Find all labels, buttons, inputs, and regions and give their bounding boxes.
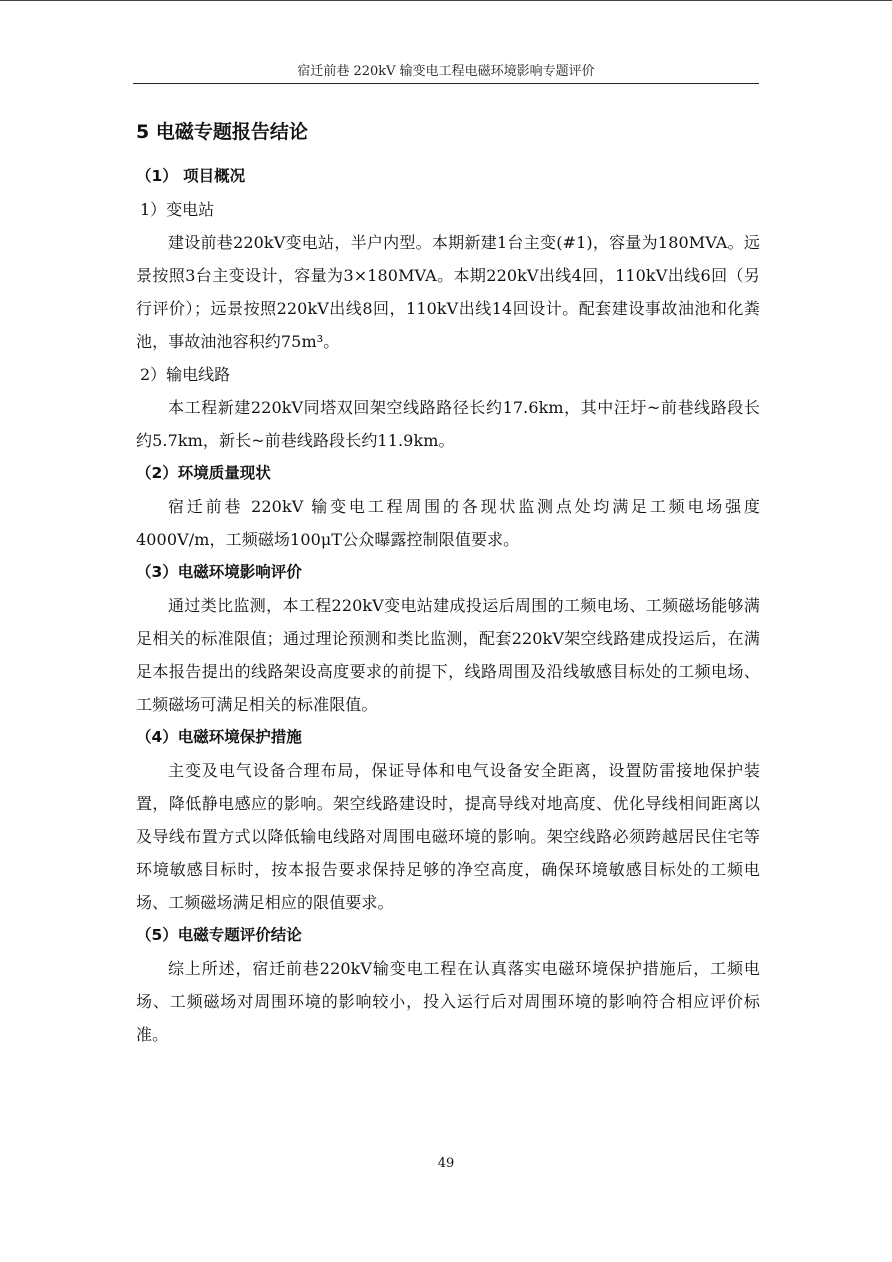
substation-paragraph: 建设前巷220kV变电站，半户内型。本期新建1台主变(#1)，容量为180MVA。远景按照3台主变设计，容量为3×180MVA。本期220kV出线4回，110kV出线6回（另行评价）；远景按照220kV出线8回，110kV出线14回设计。配套建设事故油池和化粪池，事故油池容积约75m³。	[136, 233, 760, 351]
section-4-title: （4）电磁环境保护措施	[136, 728, 302, 746]
section-2-paragraph: 宿迁前巷 220kV 输变电工程周围的各现状监测点处均满足工频电场强度4000V/m，工频磁场100μT公众曝露控制限值要求。	[136, 497, 760, 549]
section-4-paragraph: 主变及电气设备合理布局，保证导体和电气设备安全距离，设置防雷接地保护装置，降低静电感应的影响。架空线路建设时，提高导线对地高度、优化导线相间距离以及导线布置方式以降低输电线路对周围电磁环境的影响。架空线路必须跨越居民住宅等环境敏感目标时，按本报告要求保持足够的净空高度，确保环境敏感目标处的工频电场、工频磁场满足相应的限值要求。	[136, 761, 760, 912]
line-paragraph: 本工程新建220kV同塔双回架空线路路径长约17.6km，其中汪圩~前巷线路段长约5.7km，新长~前巷线路段长约11.9km。	[136, 398, 760, 450]
header-rule	[133, 83, 759, 84]
section-5-title: （5）电磁专题评价结论	[136, 926, 302, 944]
subsection-substation-title: 1）变电站	[140, 200, 215, 219]
running-header: 宿迁前巷 220kV 输变电工程电磁环境影响专题评价	[297, 64, 595, 79]
section-5-paragraph: 综上所述，宿迁前巷220kV输变电工程在认真落实电磁环境保护措施后，工频电场、工频磁场对周围环境的影响较小，投入运行后对周围环境的影响符合相应评价标准。	[136, 959, 760, 1044]
section-1-title: （1） 项目概况	[136, 167, 246, 185]
page-body	[136, 112, 760, 1051]
page-number: 49	[437, 1156, 455, 1171]
section-3-title: （3）电磁环境影响评价	[136, 563, 302, 581]
subsection-line-title: 2）输电线路	[140, 365, 231, 384]
page-top-border	[0, 0, 892, 1]
chapter-title: 5 电磁专题报告结论	[136, 121, 308, 143]
section-3-paragraph: 通过类比监测，本工程220kV变电站建成投运后周围的工频电场、工频磁场能够满足相关的标准限值；通过理论预测和类比监测，配套220kV架空线路建成投运后，在满足本报告提出的线路架设高度要求的前提下，线路周围及沿线敏感目标处的工频电场、工频磁场可满足相关的标准限值。	[136, 596, 760, 714]
section-2-title: （2）环境质量现状	[136, 464, 271, 482]
